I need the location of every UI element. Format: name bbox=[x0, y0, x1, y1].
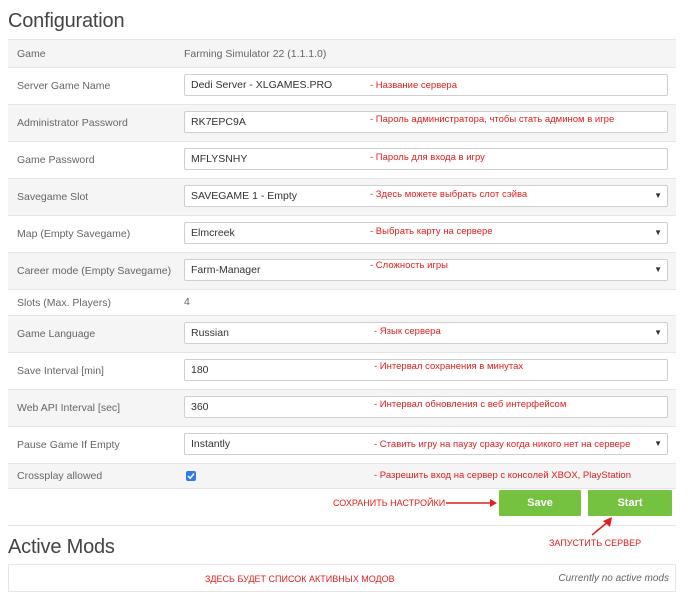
row-slots bbox=[8, 290, 676, 316]
chevron-down-icon: ▼ bbox=[654, 191, 662, 200]
active-mods-list bbox=[8, 564, 676, 592]
save-interval-value: 180 bbox=[191, 364, 209, 376]
career-mode-value: Farm-Manager bbox=[191, 264, 261, 276]
row-savegame-slot bbox=[8, 179, 676, 216]
row-server-name bbox=[8, 68, 676, 105]
savegame-slot-value: SAVEGAME 1 - Empty bbox=[191, 190, 297, 202]
arrow-right-icon bbox=[444, 497, 498, 509]
chevron-down-icon: ▼ bbox=[654, 439, 662, 448]
admin-password-label: Administrator Password bbox=[17, 117, 128, 129]
game-language-label: Game Language bbox=[17, 328, 96, 340]
chevron-down-icon: ▼ bbox=[654, 265, 662, 274]
savegame-slot-label: Savegame Slot bbox=[17, 191, 89, 203]
game-value: Farming Simulator 22 (1.1.1.0) bbox=[184, 48, 327, 60]
row-admin-password bbox=[8, 105, 676, 142]
crossplay-note: - Разрешить вход на сервер с консолей XBOX, PlayStation bbox=[374, 470, 631, 481]
start-annotation: ЗАПУСТИТЬ СЕРВЕР bbox=[549, 538, 642, 548]
career-mode-label: Career mode (Empty Savegame) bbox=[17, 265, 172, 277]
admin-password-note: - Пароль администратора, чтобы стать админом в игре bbox=[370, 114, 615, 125]
arrow-up-icon bbox=[588, 515, 616, 537]
active-mods-title: Active Mods bbox=[8, 536, 115, 558]
game-label: Game bbox=[17, 48, 46, 60]
slots-label: Slots (Max. Players) bbox=[17, 297, 111, 309]
web-api-interval-value: 360 bbox=[191, 401, 209, 413]
save-interval-note: - Интервал сохранения в минутах bbox=[374, 361, 524, 372]
mods-annotation: ЗДЕСЬ БУДЕТ СПИСОК АКТИВНЫХ МОДОВ bbox=[205, 574, 395, 584]
game-language-value: Russian bbox=[191, 327, 229, 339]
start-button[interactable]: Start bbox=[588, 490, 672, 516]
admin-password-value: RK7EPC9A bbox=[191, 116, 246, 128]
row-game-language bbox=[8, 316, 676, 353]
mods-empty-text: Currently no active mods bbox=[558, 573, 669, 584]
checkmark-icon bbox=[187, 472, 195, 480]
save-button[interactable]: Save bbox=[499, 490, 581, 516]
web-api-interval-label: Web API Interval [sec] bbox=[17, 402, 121, 414]
pause-game-note: - Ставить игру на паузу сразу когда никого нет на сервере bbox=[374, 439, 631, 450]
row-save-interval bbox=[8, 353, 676, 390]
server-name-label: Server Game Name bbox=[17, 80, 111, 92]
career-mode-note: - Сложность игры bbox=[370, 260, 448, 271]
game-password-note: - Пароль для входа в игру bbox=[370, 152, 485, 163]
server-name-value: Dedi Server - XLGAMES.PRO bbox=[191, 79, 333, 91]
map-note: - Выбрать карту на сервере bbox=[370, 226, 493, 237]
slots-value: 4 bbox=[184, 296, 190, 308]
chevron-down-icon: ▼ bbox=[654, 328, 662, 337]
game-password-value: MFLYSNHY bbox=[191, 153, 248, 165]
map-label: Map (Empty Savegame) bbox=[17, 228, 131, 240]
game-password-label: Game Password bbox=[17, 154, 95, 166]
crossplay-label: Crossplay allowed bbox=[17, 470, 103, 482]
row-web-api-interval bbox=[8, 390, 676, 427]
configuration-table bbox=[8, 39, 676, 526]
server-name-note: - Название сервера bbox=[370, 80, 458, 91]
row-pause-game bbox=[8, 427, 676, 464]
crossplay-checkbox[interactable] bbox=[186, 471, 196, 481]
save-annotation: СОХРАНИТЬ НАСТРОЙКИ bbox=[333, 498, 446, 508]
row-career-mode bbox=[8, 253, 676, 290]
pause-game-value: Instantly bbox=[191, 438, 231, 450]
row-game-password bbox=[8, 142, 676, 179]
row-game bbox=[8, 40, 676, 68]
web-api-interval-note: - Интервал обновления с веб интерфейсом bbox=[374, 399, 567, 410]
chevron-down-icon: ▼ bbox=[654, 228, 662, 237]
save-interval-label: Save Interval [min] bbox=[17, 365, 104, 377]
savegame-slot-note: - Здесь можете выбрать слот сэйва bbox=[370, 189, 528, 200]
row-map bbox=[8, 216, 676, 253]
game-language-note: - Язык сервера bbox=[374, 326, 441, 337]
map-value: Elmcreek bbox=[191, 227, 235, 239]
pause-game-label: Pause Game If Empty bbox=[17, 439, 120, 451]
row-crossplay bbox=[8, 464, 676, 489]
configuration-title: Configuration bbox=[8, 10, 125, 32]
